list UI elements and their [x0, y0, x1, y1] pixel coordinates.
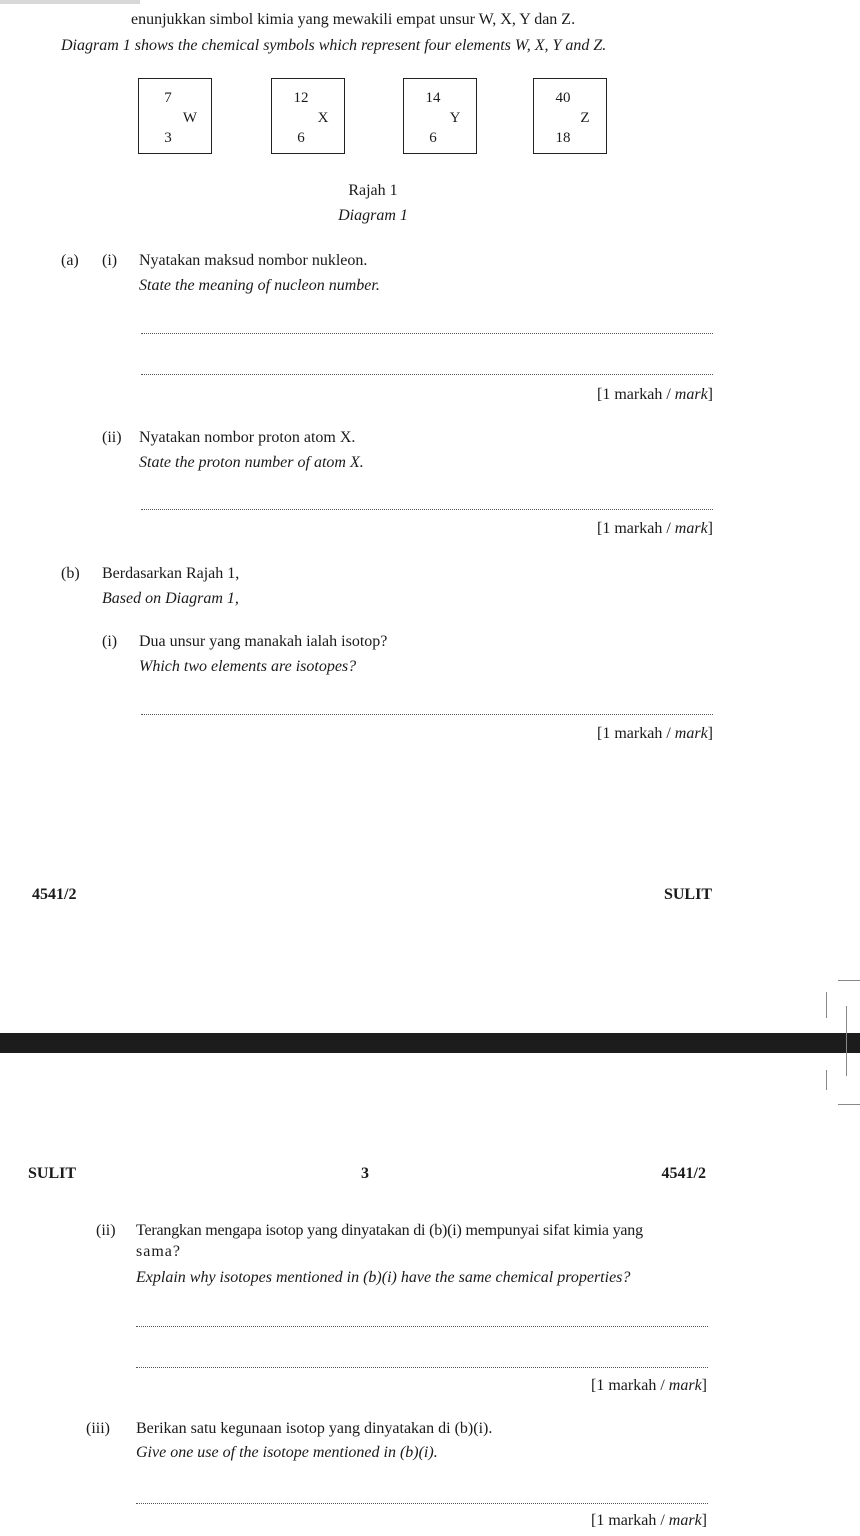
question-a-ii-english: State the proton number of atom X.: [139, 454, 364, 471]
page-edge-mark: [838, 1104, 860, 1105]
question-a-i-english: State the meaning of nucleon number.: [139, 277, 380, 294]
question-b-i-english: Which two elements are isotopes?: [139, 658, 357, 675]
element-symbol: Y: [449, 110, 461, 126]
proton-number: 6: [429, 130, 437, 146]
proton-number: 18: [555, 130, 571, 146]
marks-label: [1 markah / mark]: [597, 386, 713, 403]
element-box-x: [271, 78, 345, 154]
question-b-i-malay: Dua unsur yang manakah ialah isotop?: [139, 633, 388, 650]
page-divider: [0, 1033, 860, 1053]
question-a-ii-label: (ii): [102, 429, 122, 446]
answer-line[interactable]: [136, 1326, 708, 1327]
marks-label: [1 markah / mark]: [597, 725, 713, 742]
element-symbol: X: [317, 110, 329, 126]
element-box-w: [138, 78, 212, 154]
question-b-ii-label: (ii): [96, 1222, 116, 1239]
element-box-z: [533, 78, 607, 154]
nucleon-number: 14: [425, 90, 441, 106]
question-a-ii-malay: Nyatakan nombor proton atom X.: [139, 429, 356, 446]
answer-line[interactable]: [141, 714, 713, 715]
answer-line[interactable]: [141, 509, 713, 510]
caption-english: Diagram 1: [338, 207, 408, 224]
question-b-label: (b): [61, 565, 80, 582]
element-box-y: [403, 78, 477, 154]
page-edge-mark: [826, 1070, 827, 1090]
intro-malay: enunjukkan simbol kimia yang mewakili empat unsur W, X, Y dan Z.: [131, 11, 576, 28]
question-a-label: (a): [61, 252, 79, 269]
element-symbol: Z: [580, 110, 590, 126]
header-classification: SULIT: [28, 1165, 77, 1182]
page-edge-mark: [846, 1006, 847, 1076]
marks-label: [1 markah / mark]: [597, 520, 713, 537]
question-b-malay: Berdasarkan Rajah 1,: [102, 565, 240, 582]
marks-label: [1 markah / mark]: [591, 1377, 707, 1394]
footer-code: 4541/2: [32, 886, 77, 903]
question-b-i-label: (i): [102, 633, 118, 650]
caption-malay: Rajah 1: [348, 182, 398, 199]
question-b-ii-malay-2: sama?: [136, 1243, 181, 1260]
question-a-i-label: (i): [102, 252, 118, 269]
question-b-ii-malay-1: Terangkan mengapa isotop yang dinyatakan di (b)(i) mempunyai sifat kimia yang: [136, 1222, 643, 1239]
footer-classification: SULIT: [663, 886, 712, 903]
nucleon-number: 40: [555, 90, 571, 106]
page-number: 3: [361, 1165, 369, 1182]
marks-label: [1 markah / mark]: [591, 1512, 707, 1529]
question-b-english: Based on Diagram 1,: [102, 590, 239, 607]
page-edge-mark: [838, 980, 860, 981]
question-a-i-malay: Nyatakan maksud nombor nukleon.: [139, 252, 368, 269]
nucleon-number: 7: [164, 90, 172, 106]
scan-artifact: [0, 0, 140, 4]
page-edge-mark: [826, 992, 827, 1018]
nucleon-number: 12: [293, 90, 309, 106]
answer-line[interactable]: [141, 374, 713, 375]
proton-number: 6: [297, 130, 305, 146]
answer-line[interactable]: [136, 1367, 708, 1368]
element-symbol: W: [182, 110, 198, 126]
header-code: 4541/2: [661, 1165, 706, 1182]
question-b-iii-english: Give one use of the isotope mentioned in (b)(i).: [136, 1444, 438, 1461]
answer-line[interactable]: [136, 1503, 708, 1504]
intro-english: Diagram 1 shows the chemical symbols which represent four elements W, X, Y and Z.: [61, 37, 607, 54]
question-b-iii-malay: Berikan satu kegunaan isotop yang dinyatakan di (b)(i).: [136, 1420, 493, 1437]
question-b-iii-label: (iii): [86, 1420, 110, 1437]
proton-number: 3: [164, 130, 172, 146]
answer-line[interactable]: [141, 333, 713, 334]
question-b-ii-english: Explain why isotopes mentioned in (b)(i) have the same chemical properties?: [136, 1269, 631, 1286]
